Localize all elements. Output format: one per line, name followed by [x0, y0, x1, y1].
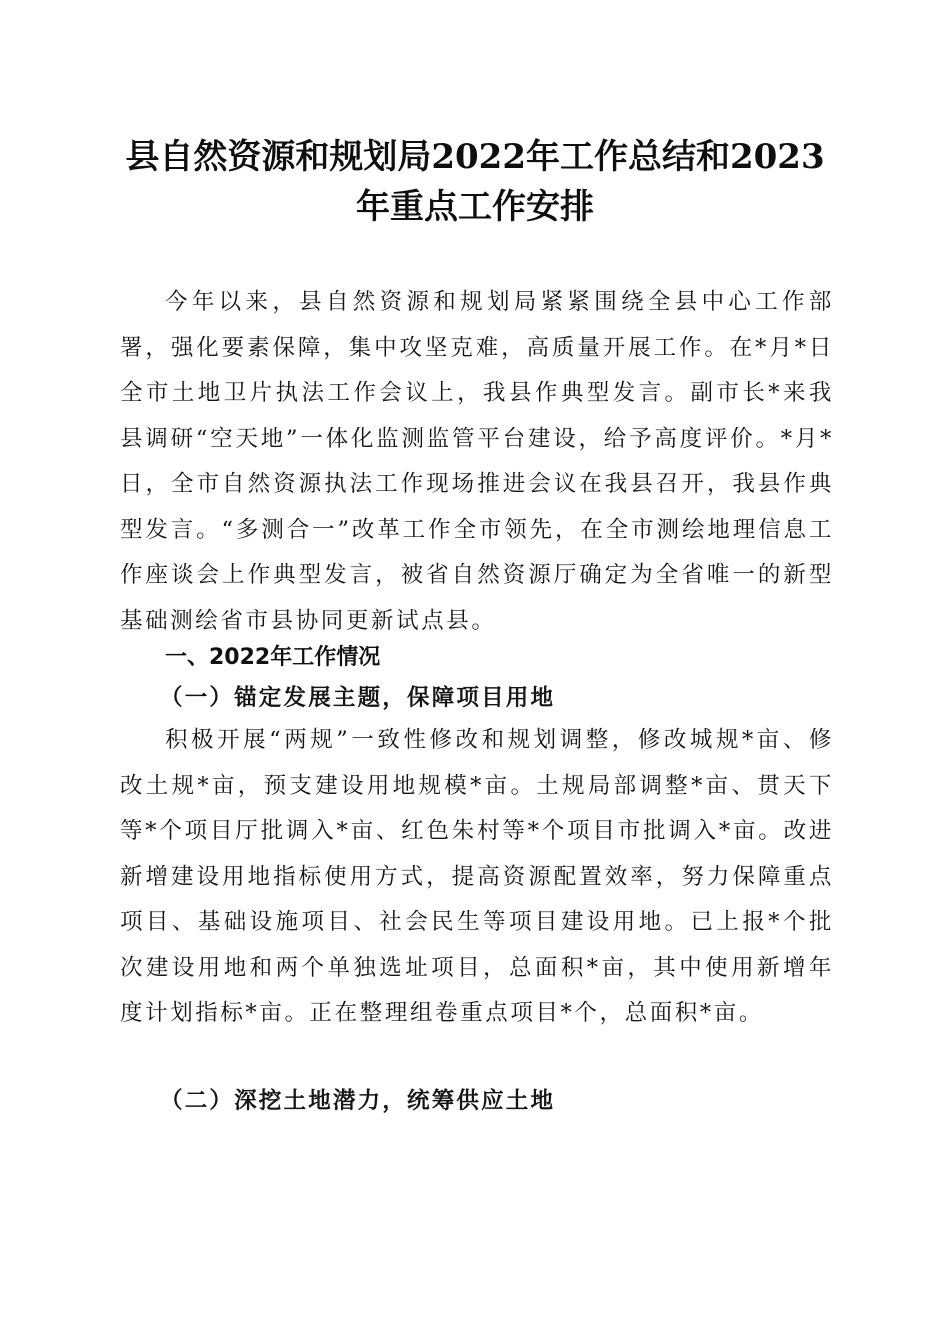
- section-heading-2022-work: 一、2022年工作情况: [165, 645, 381, 670]
- subsection-heading-2: （二）深挖土地潜力，统筹供应土地: [160, 1088, 556, 1114]
- title-line-2: 年重点工作安排: [356, 187, 594, 227]
- intro-paragraph: 今年以来，县自然资源和规划局紧紧围绕全县中心工作部署，强化要素保障，集中攻坚克难，高质量开展工作。在*月*日全市土地卫片执法工作会议上，我县作典型发言。副市长*来我县调研“空天地”一体化监测监管平台建设，给予高度评价。*月*日，全市自然资源执法工作现场推进会议在我县召开，我县作典型发言。“多测合一”改革工作全市领先，在全市测绘地理信息工作座谈会上作典型发言，被省自然资源厅确定为全省唯一的新型基础测绘省市县协同更新试点县。: [120, 289, 834, 634]
- document-title: [110, 132, 840, 232]
- subsection-heading-1: （一）锚定发展主题，保障项目用地: [160, 685, 556, 711]
- subsection-1-paragraph: 积极开展“两规”一致性修改和规划调整，修改城规*亩、修改土规*亩，预支建设用地规模*亩。土规局部调整*亩、贯天下等*个项目厅批调入*亩、红色朱村等*个项目市批调入*亩。改进新增建设用地指标使用方式，提高资源配置效率，努力保障重点项目、基础设施项目、社会民生等项目建设用地。已上报*个批次建设用地和两个单独选址项目，总面积*亩，其中使用新增年度计划指标*亩。正在整理组卷重点项目*个，总面积*亩。: [120, 727, 834, 1026]
- title-line-1: 县自然资源和规划局2022年工作总结和2023: [125, 137, 825, 177]
